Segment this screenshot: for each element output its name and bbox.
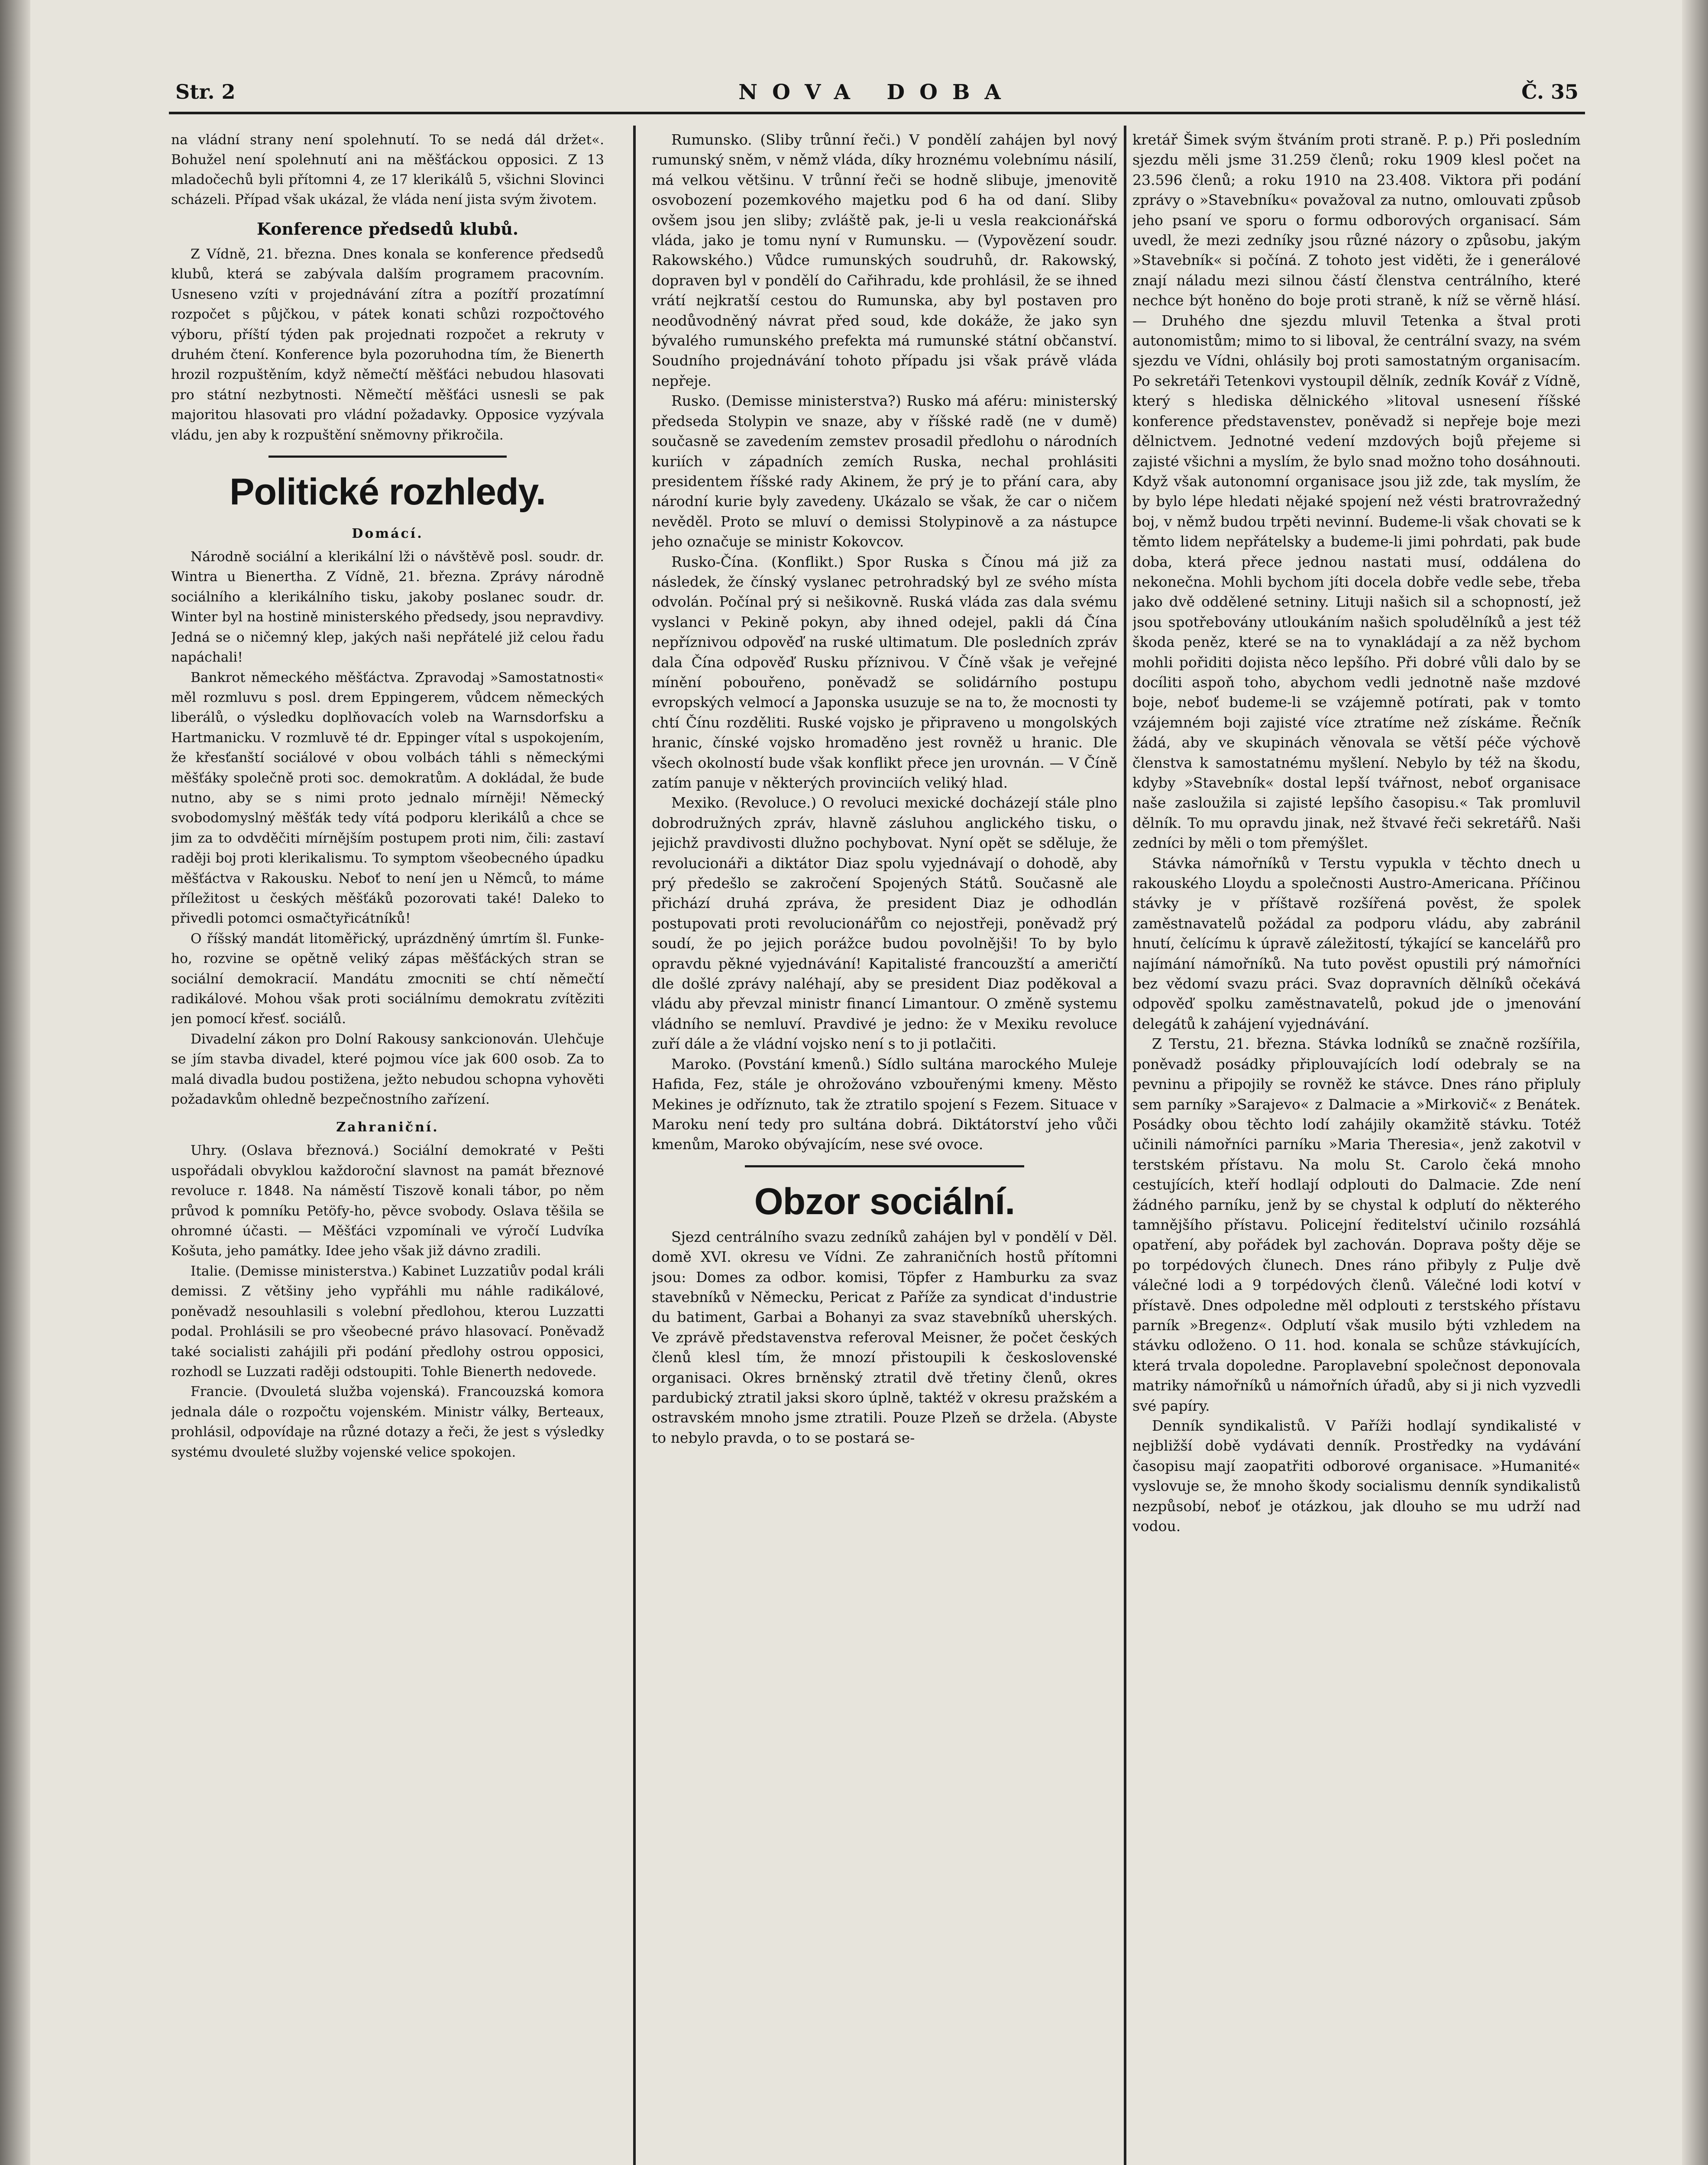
article-paragraph: Sjezd centrálního svazu zedníků zahájen byl v pondělí v Děl. domě XVI. okresu ve Vídni. Ze zahraničních hostů přítomni jsou: Domes za odbor. komisi, Töpfer z Hamburku za svaz stavebníků v Německu, Pericat z Paříže za syndicat d'industrie du batiment, Garbai a Bohanyi za svaz stavebníků uherských. Ve zprávě představenstva referoval Meisner, že počet českých členů klesl tím, že mnozí přistoupili k československé organisaci. Okres brněnský ztratil dvě třetiny členů, okres pardubický ztratil jaksi skoro úplně, taktéž v okresu pražském a ostravském mnoho jsme ztratili. Pouze Plzeň se držela. (Abyste to nebylo pravda, o to se postará se- bbox=[652, 1228, 1117, 1446]
article-paragraph: Francie. (Dvouletá služba vojenská). Francouzská komora jednala dále o rozpočtu vojenském. Ministr války, Berteaux, prohlásil, odpovídaje na různé dotazy a řeči, že jest s výsledky systému dvouleté služby vojenské velice spokojen. bbox=[171, 1384, 604, 1460]
article-paragraph: kretář Šimek svým štváním proti straně. P. p.) Při posledním sjezdu měli jsme 31.259 členů; roku 1909 klesl počet na 23.596 členů; a roku 1910 na 23.408. Viktora při podání zprávy o »Stavebníku« považoval za nutno, omlouvati způsob jeho psaní ve sporu o formu odborových organisací. Sám uvedl, že mezi zedníky jsou různé názory o způsobu, jakým »Stavebník« si počíná. Z tohoto jest viděti, že i generálové znají náladu mezi silnou částí členstva centrálního, které nechce být honěno do boje proti straně, k níž se věrně hlásí. — Druhého dne sjezdu mluvil Tetenka a štval proti autonomistům; mimo to si liboval, že centrální svazy, na svém sjezdu ve Vídni, ohlásily boj proti samostatným organisacím. Po sekretáři Tetenkovi vystoupil dělník, zedník Kovář z Vídně, který s hlediska dělnického »litoval usnesení říšské konference představenstev, poněvadž si nepřeje boje mezi dělnictvem. Jednotné vedení mzdových bojů přejeme si zajisté všichni a myslím, že bylo snad možno toho dosáhnouti. Když však autonomní organisace jsou již zde, tak myslím, že by bylo lépe hledati nějaké spojení než vésti bratrovražedný boj, v němž budou trpěti nevinní. Budeme-li však chovati se k těmto lidem nepřátelsky a budeme-li jimi pohrdati, pak bude doba, která přece jednou nastati musí, oddálena do nekonečna. Mohli bychom jíti docela dobře vedle sebe, třeba jako dvě oddělené setniny. Lituji našich sil a schopností, jež jsou spotřebovány utloukáním našich spoludělníků a jest též škoda peněz, které se na to vynakládají a za něž bychom mohli pořiditi dojista něco lepšího. Při dobré vůli dalo by se docíliti aspoň toho, abychom vedli jednotně naše mzdové boje, neboť budeme-li se vzájemně potírati, pak v tomto vzájemném boji zajisté více ztratíme než získáme. Řečník žádá, aby ve skupinách věnovala se větší péče výchově členstva k samostatnému myšlení. Nebylo by též na škodu, kdyby »Stavebník« dostal lepší tvářnost, neboť organisace naše zasloužila si zajisté lepšího časopisu.« Tak promluvil dělník. To mu opravdu jinak, než štvavé řeči sekretářů. Naši zedníci by měli o tom přemýšlet. bbox=[1132, 131, 1581, 852]
section-title-social: Obzor sociální. bbox=[754, 1180, 1015, 1222]
column-2 bbox=[652, 130, 1117, 2165]
article-paragraph: Denník syndikalistů. V Paříži hodlají syndikalisté v nejbližší době vydávati denník. Prostředky na vydávání časopisu mají zaopatřiti odborové organisace. »Humanité« vyslovuje se, že mnoho škody socialismu denník syndikalistů nezpůsobí, neboť je otázkou, jak dlouho se mu udrží nad vodou. bbox=[1132, 1417, 1581, 1535]
column-rule-1 bbox=[633, 126, 636, 2165]
conference-heading: Konference předsedů klubů. bbox=[256, 219, 519, 239]
article-paragraph: Bankrot německého měšťáctva. Zpravodaj »Samostatnosti« měl rozmluvu s posl. drem Eppingerem, vůdcem německých liberálů, o výsledku doplňovacích voleb na Warnsdorfsku a Hartmanicku. V rozmluvě té dr. Eppinger vítal s uspokojením, že křesťanští sociálové v obou volbách táhli s německými měšťáky společně proti soc. demokratům. A dokládal, že bude nutno, aby se s nimi proto jednalo mírněji! Německý svobodomyslný měšťák tedy vítá podporu klerikálů a chce se jim za to odvděčiti mírnějším postupem proti nim, čili: zastaví raději boj proti klerikalismu. To symptom všeobecného úpadku měšťáctva v Rakousku. Neboť to není jen u Němců, to máme příležitost u českých měšťáků pozorovati také! Daleko to přivedli potomci osmačtyřicátníků! bbox=[171, 669, 604, 927]
separator bbox=[268, 456, 507, 458]
article-paragraph: Maroko. (Povstání kmenů.) Sídlo sultána marockého Muleje Hafida, Fez, stále je ohrožováno vzbouřenými kmeny. Město Mekines je odříznuto, tak že ztratilo spojení s Fezem. Situace v Maroku není tedy pro sultána dobrá. Diktátorství jeho vůči kmenům, Maroko obývajícím, nese své ovoce. bbox=[652, 1055, 1117, 1153]
article-paragraph: Divadelní zákon pro Dolní Rakousy sankcionován. Ulehčuje se jím stavba divadel, které pojmou více jak 600 osob. Za to malá divadla budou postižena, ježto nebudou schopna vyhověti požadavkům ohledně bezpečnostního zařízení. bbox=[171, 1031, 604, 1108]
subsection-domestic: Domácí. bbox=[352, 526, 424, 542]
page-edge-right bbox=[1682, 0, 1708, 2165]
article-paragraph: Z Terstu, 21. března. Stávka lodníků se značně rozšířila, poněvadž posádky připlouvajících lodí odebraly se na pevninu a připojily se rovněž ke stávce. Dnes ráno připluly sem parníky »Sarajevo« z Dalmacie a »Mirkovič« z Benátek. Posádky obou těchto lodí zahájily okamžitě stávku. Totéž učinili námořníci parníku »Maria Theresia«, jenž zakotvil v terstském přístavu. Na molu St. Carolo čeká mnoho cestujících, kteří hodlají odplouti do Dalmacie. Zde není žádného parníku, jenž by se chystal k odplutí do některého tamnějšího přístavu. Policejní ředitelství učinilo rozsáhlá opatření, aby pořádek byl zachován. Doprava pošty děje se po torpédových člunech. Dnes ráno přibyly z Pulje dvě válečné lodi a 9 torpédových členů. Válečné lodi kotví v přístavě. Dnes odpoledne měl odplouti z terstského přístavu parník »Bregenz«. Odplutí však musilo býti vzhledem na stávku odloženo. O 11. hod. konala se schůze stávkujících, která trvala dopoledne. Paroplavební společnost deponovala matriky námořníků u námořních úřadů, aby si ji nich vyzvedli své papíry. bbox=[1132, 1035, 1581, 1414]
article-paragraph: Stávka námořníků v Terstu vypukla v těchto dnech u rakouského Lloydu a společnosti Austro-Americana. Příčinou stávky je v příštavě rozšířená pověst, že spolek zaměstnavatelů požádal za podporu vládu, aby zabránil hnutí, čelícímu k úpravě záležitostí, týkající se kancelářů pro najímání námořníků. Na tuto pověst opustili prý námořníci bez vědomí svazu práci. Svaz dopravních dělníků očekává odpověď spolku zaměstnavatelů, pokud jde o jmenování delegátů k zahájení vyjednávání. bbox=[1132, 854, 1581, 1032]
section-title-political: Politické rozhledy. bbox=[230, 471, 546, 513]
article-paragraph: Uhry. (Oslava březnová.) Sociální demokraté v Pešti uspořádali obvyklou každoroční slavnost na památ březnové revoluce r. 1848. Na náměstí Tiszově konali tábor, po něm průvod k pomníku Petöfy-ho, pěvce svobody. Oslava těšila se ohromné účasti. — Měšťáci vzpomínali ve výročí Ludvíka Košuta, jeho památky. Idee jeho však již dávno zradili. bbox=[171, 1143, 604, 1259]
article-paragraph: Rumunsko. (Sliby trůnní řeči.) V pondělí zahájen byl nový rumunský sněm, v němž vláda, díky hroznému volebnímu násilí, má velkou většinu. V trůnní řeči se hodně slibuje, jmenovitě osvobození pozemkového majetku pod 6 ha od daní. Sliby ovšem jsou jen sliby; zvláště pak, je-li u vesla reakcionářská vláda, jako je tomu nyní v Rumunsku. — (Vypovězení soudr. Rakowského.) Vůdce rumunských soudruhů, dr. Rakowský, dopraven byl v pondělí do Cařihradu, kde prohlásil, že se ihned vrátí nejkratší cestou do Rumunska, aby byl postaven pro neodůvodněný návrat před soud, kde dokáže, že jako syn bývalého rumunského prefekta má rumunské státní občanství. Soudního projednávání tohoto případu jsi však právě vláda nepřeje. bbox=[652, 131, 1117, 389]
page-number: Str. 2 bbox=[175, 80, 236, 103]
subsection-foreign: Zahraniční. bbox=[336, 1120, 439, 1135]
article-paragraph: Mexiko. (Revoluce.) O revoluci mexické docházejí stále plno dobrodružných zpráv, hlavně zásluhou anglického tisku, o jejichž pravdivosti dlužno pochybovat. Nyní opět se sděluje, že revolucionáři a diktátor Diaz spolu vyjednávají o dohodě, aby prý předešlo se zakročení Spojených Států. Současně ale přichází druhá zpráva, že president Diaz je odhodlán postupovati proti revolucionářům co nejostřeji, poněvadž prý soudí, že po jejich porážce budou povolnějši! To by bylo opravdu pěkné vyjednávání! Kapitalisté francouzští a američtí dle došlé zprávy naléhají, aby se president Diaz poděkoval a vládu aby převzal ministr financí Limantour. O změně systemu vládního se nemluví. Pravdivé je jedno: že v Mexiku revoluce zuří dále a že vládní vojsko není s to ji potlačiti. bbox=[652, 794, 1117, 1053]
page-header bbox=[175, 76, 1579, 115]
separator bbox=[745, 1165, 1024, 1167]
article-paragraph: Italie. (Demisse ministerstva.) Kabinet Luzzatiův podal králi demissi. Z většiny jeho vypřáhli mu náhle radikálové, poněvadž nesouhlasili s volební předlohou, kterou Luzzatti podal. Prohlásili se pro všeobecné právo hlasovací. Poněvadž také socialisti zahájili při podání předlohy ostrou opposici, rozhodl se Luzzati raději odstoupiti. Tohle Bienerth nedovede. bbox=[171, 1263, 604, 1380]
article-intro: na vládní strany není spolehnutí. To se nedá dál držet«. Bohužel není spolehnutí ani na měšťáckou opposici. Z 13 mladočechů byli přítomni 4, ze 17 klerikálů 5, všichni Slovinci scházeli. Případ však ukázal, že vláda není jista svým životem. bbox=[171, 132, 604, 207]
newspaper-title: NOVA DOBA bbox=[738, 80, 1016, 104]
issue-number: Č. 35 bbox=[1521, 80, 1579, 103]
conference-text: Z Vídně, 21. března. Dnes konala se konference předsedů klubů, která se zabývala dalším programem pracovním. Usneseno vzíti v projednávání zítra a pozítří prozatímní rozpočet s půjčkou, v pátek konati schůzi rozpočtového výboru, příští týden pak projednati rozpočet a rekruty v druhém čtení. Konference byla pozoruhodna tím, že Bienerth hrozil rozpuštěním, když němečtí měšťáci nebudou hlasovati pro státní nezbytnosti. Němečtí měšťáci usnesli se pak majoritou hlasovati pro vládní požadavky. Opposice vyzývala vládu, jen aby k rozpuštění sněmovny přikročila. bbox=[171, 246, 604, 443]
article-paragraph: Rusko. (Demisse ministerstva?) Rusko má aféru: ministerský předseda Stolypin ve snaze, aby v říšské radě (ne v dumě) současně se zavedením zemstev prosadil předlohu o národních kuriích v západních zemích Ruska, nechal prohlásiti presidentem říšské rady Akinem, že prý je to přání cara, aby národní kurie byly zavedeny. Ukázalo se však, že car o ničem nevěděl. Proto se mluví o demissi Stolypinově a za nástupce jeho označuje se ministr Kokovcov. bbox=[652, 392, 1117, 550]
column-rule-2 bbox=[1124, 126, 1126, 2165]
page-edge-left bbox=[0, 0, 30, 2165]
article-paragraph: O říšský mandát litoměřický, uprázdněný úmrtím šl. Funke-ho, rozvine se opětně veliký zápas měšťáckých stran se sociální demokracií. Mandátu zmocniti se chtí němečtí radikálové. Mohou však proti sociálnímu demokratu zvítěziti jen pomocí křesť. sociálů. bbox=[171, 931, 604, 1027]
article-paragraph: Národně sociální a klerikální lži o návštěvě posl. soudr. dr. Wintra u Bienertha. Z Vídně, 21. března. Zprávy národně sociálního a klerikálního tisku, jakoby poslanec soudr. dr. Winter byl na hostině ministerského předsedy, jsou nepravdivy. Jedná se o ničemný klep, jakých naši nepřátelé již celou řadu napáchali! bbox=[171, 549, 604, 666]
column-1 bbox=[171, 130, 604, 2165]
header-rule bbox=[169, 112, 1585, 114]
column-3 bbox=[1132, 130, 1581, 2165]
article-paragraph: Rusko-Čína. (Konflikt.) Spor Ruska s Čínou má již za následek, že čínský vyslanec petrohradský byl ze svého místa odvolán. Počínal prý si nešikovně. Ruská vláda zas dala svému vyslanci v Pekině pokyn, aby ihned odejel, pakli dá Čína nepříznivou odpověď na ruské ultimatum. Dle posledních zpráv dala Čína odpověď Rusku příznivou. V Číně však je veřejné mínění pobouřeno, poněvadž se solidárního postupu evropských velmocí a Japonska usuzuje se na to, že mocnosti ty chtí Čínu rozděliti. Ruské vojsko je připraveno u mongolských hranic, čínské vojsko hromaděno jest rovněž u hranic. Dle všech okolností bude však konflikt přece jen urovnán. — V Číně zatím panuje v některých provinciích veliký hlad. bbox=[652, 553, 1117, 791]
